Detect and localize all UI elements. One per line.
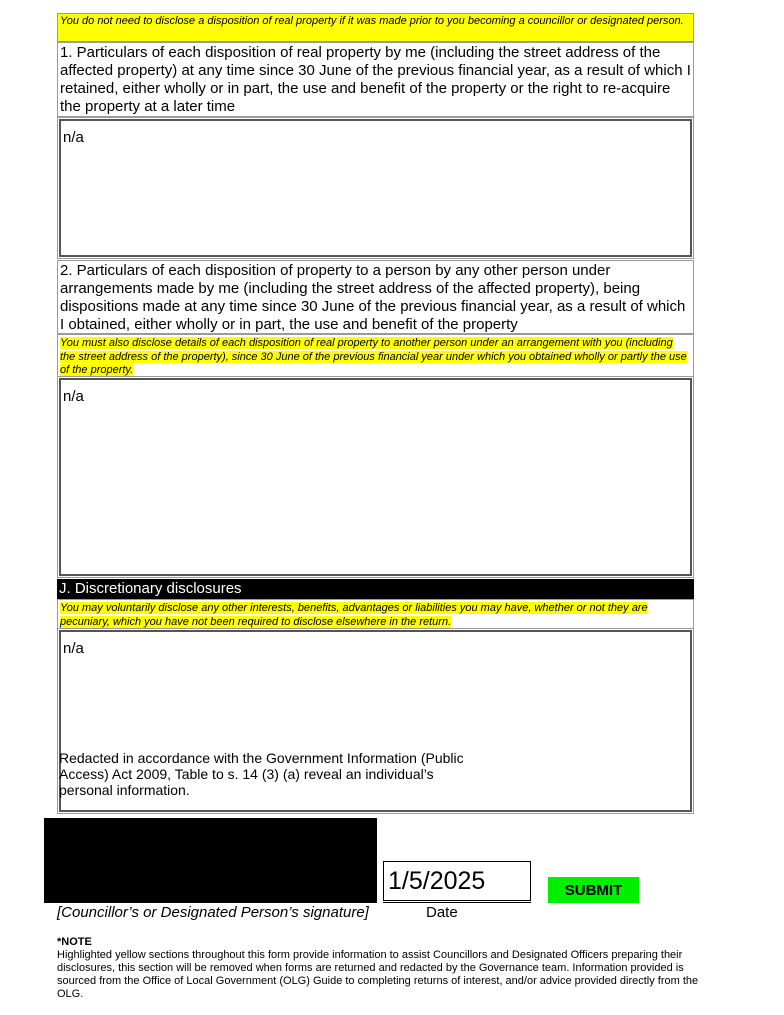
date-underline bbox=[383, 902, 531, 903]
answer-1-value: n/a bbox=[63, 129, 84, 146]
disposition-intro-hint-text: You do not need to disclose a disposition of real property if it was made prior to you becoming a councillor or designated person. bbox=[60, 15, 684, 27]
date-label: Date bbox=[426, 904, 458, 921]
submit-button[interactable]: SUBMIT bbox=[548, 877, 639, 903]
note-body: Highlighted yellow sections throughout this form provide information to assist Councillors and Designated Officers preparing their disclosures, this section will be removed when forms are returned and redacted by the Governance team. Information provided is sourced from the Office of Local Government (OLG) Guide to completing returns of interest, and/or advice provided directly from the OLG. bbox=[57, 949, 699, 1000]
disposition-intro-hint bbox=[57, 13, 694, 42]
question-2 bbox=[57, 260, 694, 334]
section-j-answer-value: n/a bbox=[63, 640, 84, 657]
redacted-signature-block bbox=[44, 818, 377, 903]
signature-label bbox=[57, 904, 369, 921]
date-value: 1/5/2025 bbox=[388, 867, 486, 895]
section-j-title: J. Discretionary disclosures bbox=[59, 580, 242, 597]
question-1 bbox=[57, 42, 694, 117]
date-field[interactable] bbox=[383, 861, 531, 901]
redaction-note-text: Redacted in accordance with the Government Information (Public Access) Act 2009, Table to s. 14 (3) (a) reveal an individual’s personal information. bbox=[59, 750, 464, 798]
note-title: *NOTE bbox=[57, 936, 92, 948]
redaction-note bbox=[59, 750, 479, 798]
question-2-hint-text: You must also disclose details of each disposition of real property to another person under an arrangement with you (including the street address of the property), since 30 June of the previous financial year under which you obtained wholly or partly the use of the property. bbox=[60, 337, 687, 376]
answer-2-field[interactable] bbox=[59, 378, 692, 576]
section-j-heading bbox=[57, 579, 694, 599]
section-j-hint-text: You may voluntarily disclose any other interests, benefits, advantages or liabilities you may have, whether or not they are pecuniary, which you have not been required to disclose elsewhere in the return. bbox=[60, 602, 648, 628]
question-2-text: 2. Particulars of each disposition of property to a person by any other person under arrangements made by me (including the street address of the affected property), being dispositions made at any time since 30 June of the previous financial year, as a result of which I obtained, either wholly or in part, the use and benefit of the property bbox=[60, 262, 686, 333]
answer-2-value: n/a bbox=[63, 388, 84, 405]
signature-label-text: [Councillor’s or Designated Person’s signature] bbox=[57, 904, 369, 921]
question-1-text: 1. Particulars of each disposition of real property by me (including the street address of the affected property) at any time since 30 June of the previous financial year, as a result of which I retained, either wholly or in part, the use and benefit of the property or the right to re-acquire the property at a later time bbox=[60, 44, 691, 115]
answer-1-field[interactable] bbox=[59, 119, 692, 257]
question-2-hint bbox=[57, 334, 694, 377]
section-j-hint bbox=[57, 599, 694, 629]
